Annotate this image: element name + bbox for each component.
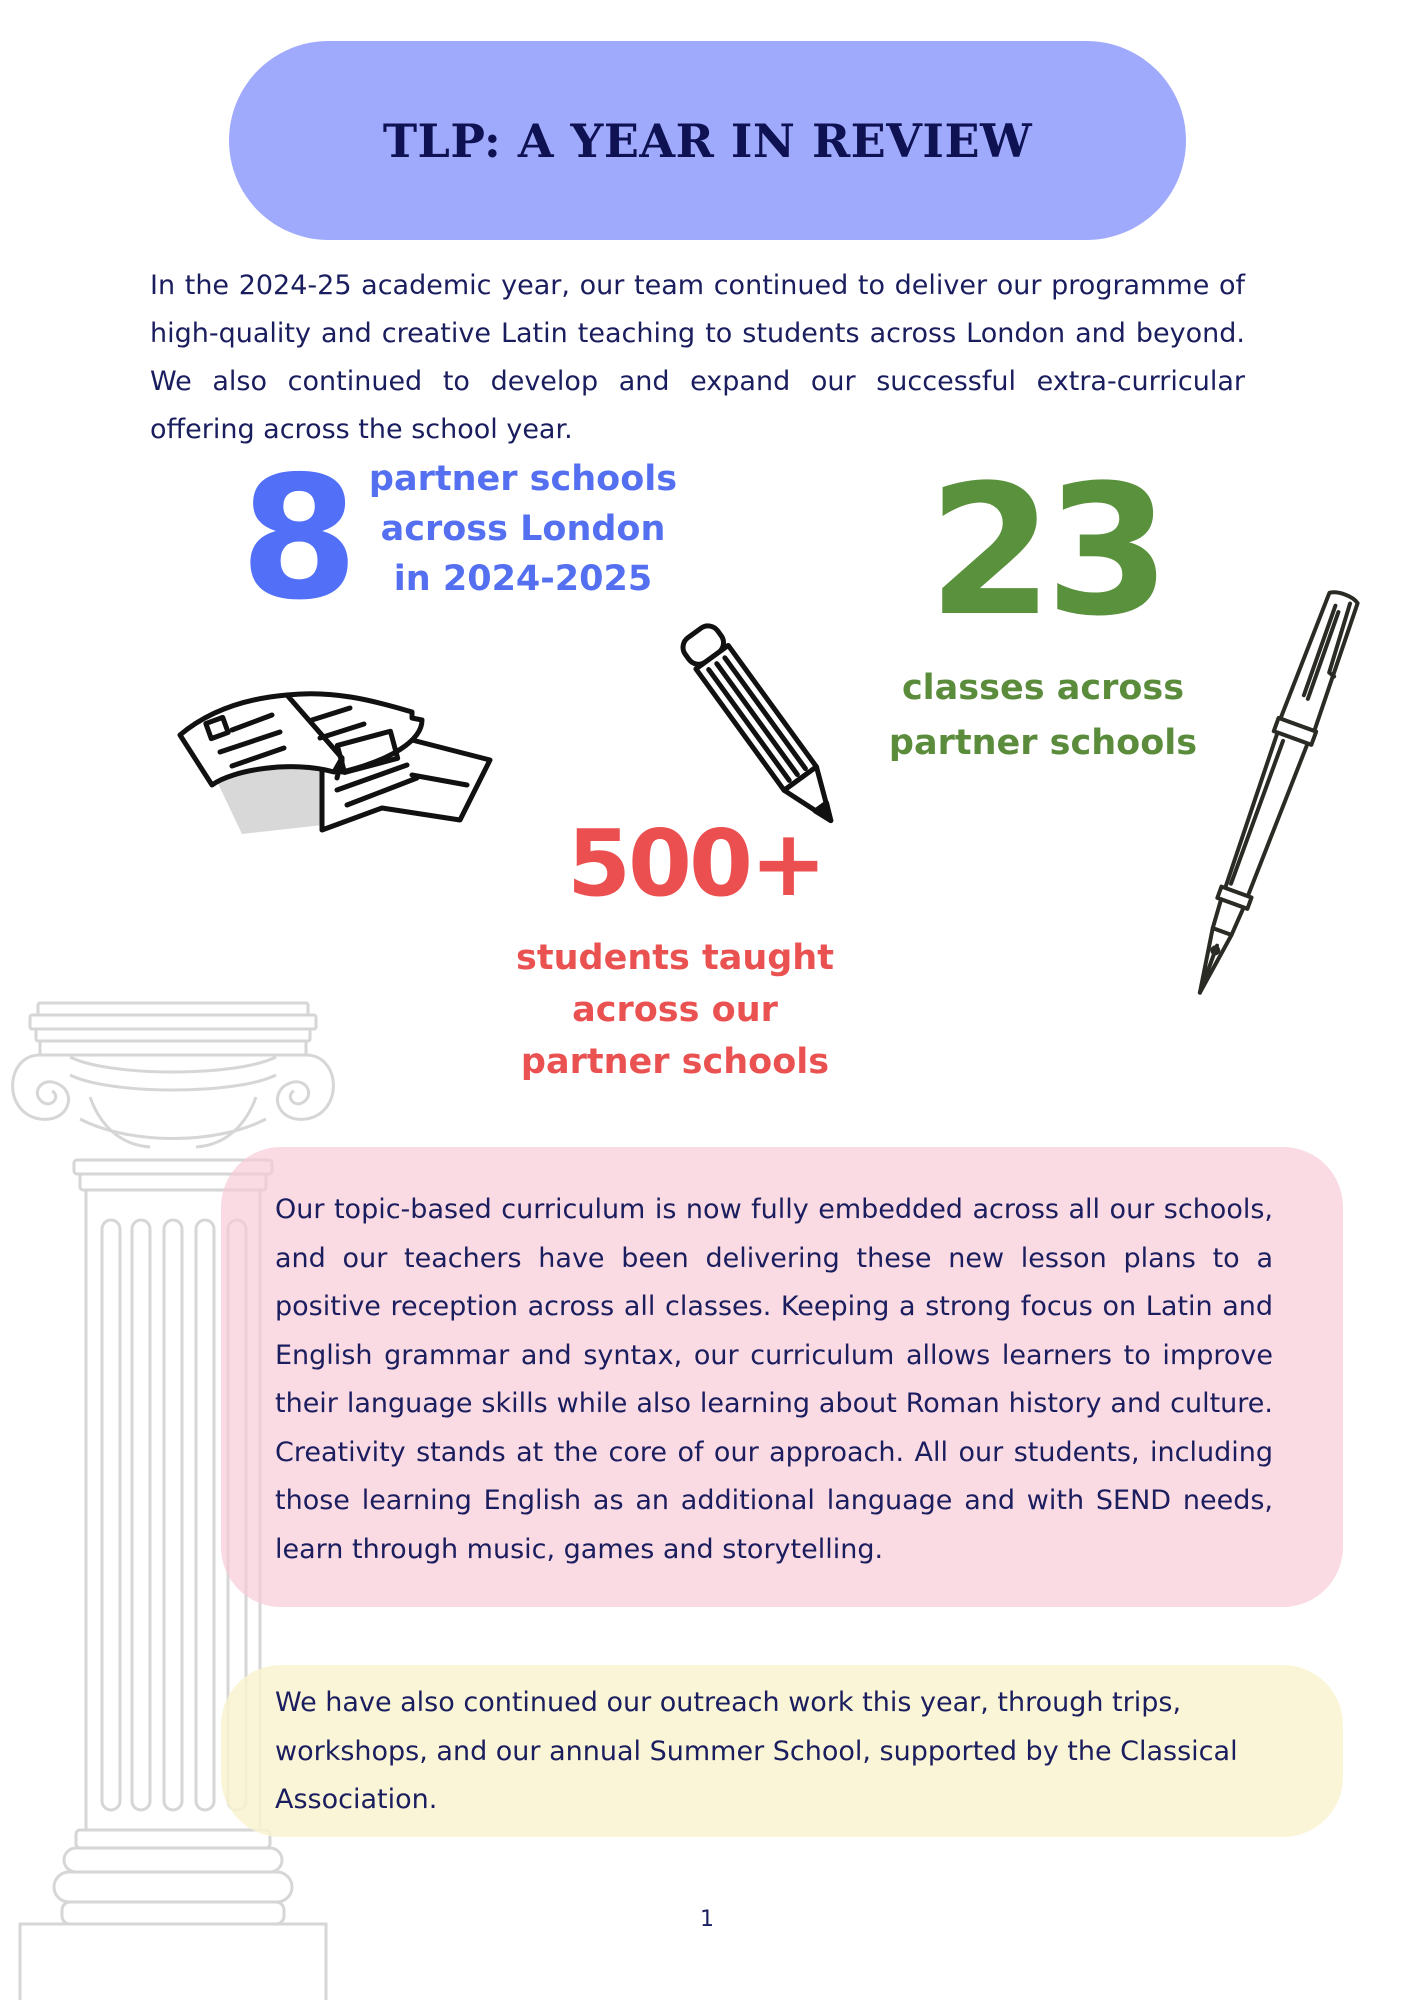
- page-title: TLP: A YEAR IN REVIEW: [382, 113, 1033, 168]
- open-book-icon: [172, 660, 502, 860]
- curriculum-paragraph: Our topic-based curriculum is now fully embedded across all our schools, and our teachers have been delivering these new lesson plans to a positive reception across all classes. Keeping a strong focus on Latin and English grammar and syntax, our curriculum allows learners to improve their language skills while also learning about Roman history and culture. Creativity stands at the core of our approach. All our students, including those learning English as an additional language and with SEND needs, learn through music, games and storytelling.: [275, 1194, 1273, 1565]
- stat-students-number: 500+: [567, 810, 825, 917]
- stat-classes-number: 23: [928, 447, 1163, 656]
- intro-paragraph: In the 2024-25 academic year, our team continued to deliver our programme of high-quality and creative Latin teaching to students across London and beyond. We also continued to develop and expand our successful extra-curricular offering across the school year.: [150, 270, 1245, 445]
- stat-partner-schools-label: partner schools across London in 2024-2025: [368, 459, 678, 599]
- stat-students-label: students taught across our partner schools: [516, 938, 834, 1082]
- page-number: 1: [700, 1907, 714, 1932]
- title-banner: [229, 41, 1186, 240]
- pencil-icon: [675, 620, 855, 840]
- stat-partner-schools-number: 8: [240, 440, 355, 638]
- fountain-pen-icon: [1170, 580, 1370, 1020]
- stat-classes-label: classes across partner schools: [888, 668, 1198, 763]
- outreach-paragraph: We have also continued our outreach work this year, through trips, workshops, and our annual Summer School, supported by the Classical Association.: [275, 1687, 1238, 1815]
